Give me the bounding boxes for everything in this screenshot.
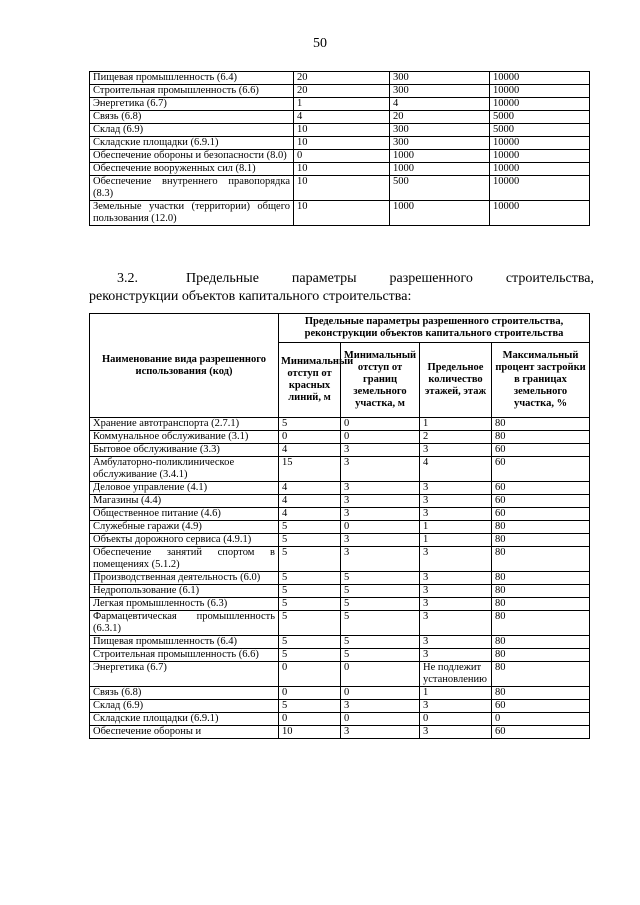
row-value-cell: 5 [279,598,341,611]
row-value-cell: 5000 [490,111,590,124]
row-value-cell: 0 [294,150,390,163]
row-value-cell: 80 [492,611,590,636]
table-row [90,98,590,111]
table-row [90,72,590,85]
row-name-cell: Земельные участки (территории) общего пользования (12.0) [90,201,294,226]
table-row [90,700,590,713]
table-row [90,176,590,201]
row-name-cell: Склад (6.9) [90,124,294,137]
row-value-cell: 3 [341,444,420,457]
row-value-cell: 5 [279,636,341,649]
table-row [90,534,590,547]
row-value-cell: 3 [420,700,492,713]
header-group: Предельные параметры разрешенного строительства, реконструкции объектов капитального строительства [279,314,590,343]
row-value-cell: 80 [492,534,590,547]
row-value-cell: 3 [420,585,492,598]
row-name-cell: Пищевая промышленность (6.4) [90,72,294,85]
row-name-cell: Фармацевтическая промышленность (6.3.1) [90,611,279,636]
row-value-cell: 0 [492,713,590,726]
row-value-cell: 5000 [490,124,590,137]
table-row [90,687,590,700]
row-value-cell: 0 [279,687,341,700]
row-name-cell: Обеспечение внутреннего правопорядка (8.3) [90,176,294,201]
parameters-table-body [90,418,590,739]
row-name-cell: Обеспечение занятий спортом в помещениях (5.1.2) [90,547,279,572]
row-name-cell: Энергетика (6.7) [90,98,294,111]
row-value-cell: 300 [390,85,490,98]
table-row [90,598,590,611]
row-value-cell: 5 [279,521,341,534]
row-value-cell: 10000 [490,72,590,85]
row-value-cell: 20 [294,72,390,85]
row-value-cell: 0 [341,713,420,726]
row-value-cell: 3 [341,534,420,547]
row-value-cell: 3 [341,700,420,713]
row-value-cell: 80 [492,662,590,687]
table-row [90,431,590,444]
table-row [90,418,590,431]
row-value-cell: 0 [341,431,420,444]
row-value-cell: 5 [341,636,420,649]
row-name-cell: Обеспечение обороны и [90,726,279,739]
table-row [90,124,590,137]
table-row [90,572,590,585]
section-number: 3.2. [117,271,138,286]
row-value-cell: 5 [341,611,420,636]
table-row [90,611,590,636]
row-value-cell: 15 [279,457,341,482]
row-value-cell: 5 [279,700,341,713]
row-value-cell: 1 [420,534,492,547]
row-value-cell: 5 [279,547,341,572]
row-name-cell: Складские площадки (6.9.1) [90,137,294,150]
row-value-cell: 0 [341,418,420,431]
row-value-cell: 20 [294,85,390,98]
row-value-cell: 3 [420,636,492,649]
row-value-cell: 3 [420,508,492,521]
row-value-cell: 80 [492,687,590,700]
row-value-cell: 80 [492,585,590,598]
row-name-cell: Бытовое обслуживание (3.3) [90,444,279,457]
row-value-cell: 60 [492,495,590,508]
row-value-cell: 4 [420,457,492,482]
row-name-cell: Энергетика (6.7) [90,662,279,687]
row-value-cell: 60 [492,444,590,457]
row-value-cell: 1 [294,98,390,111]
parameters-table-head [90,314,590,418]
header-name: Наименование вида разрешенного использования (код) [90,314,279,418]
row-name-cell: Коммунальное обслуживание (3.1) [90,431,279,444]
row-value-cell: 1000 [390,201,490,226]
row-name-cell: Деловое управление (4.1) [90,482,279,495]
row-value-cell: 10000 [490,98,590,111]
row-value-cell: 5 [279,572,341,585]
parameters-table [89,313,590,739]
row-value-cell: 5 [341,572,420,585]
section-word: строительства, [505,271,594,286]
row-value-cell: 80 [492,636,590,649]
row-name-cell: Обеспечение обороны и безопасности (8.0) [90,150,294,163]
row-value-cell: 10000 [490,137,590,150]
row-name-cell: Служебные гаражи (4.9) [90,521,279,534]
table-row [90,495,590,508]
header-col: Максимальный процент застройки в границах земельного участка, % [492,343,590,418]
row-name-cell: Строительная промышленность (6.6) [90,649,279,662]
table-row [90,726,590,739]
row-value-cell: 4 [279,444,341,457]
section-word: Предельные [185,271,259,286]
section-word: разрешенного [389,271,473,286]
row-name-cell: Хранение автотранспорта (2.7.1) [90,418,279,431]
row-value-cell: 3 [420,649,492,662]
row-name-cell: Складские площадки (6.9.1) [90,713,279,726]
row-value-cell: 4 [279,508,341,521]
header-col: Минимальный отступ от границ земельного участка, м [341,343,420,418]
table-row [90,163,590,176]
row-name-cell: Легкая промышленность (6.3) [90,598,279,611]
row-value-cell: 1000 [390,163,490,176]
row-name-cell: Недропользование (6.1) [90,585,279,598]
row-name-cell: Склад (6.9) [90,700,279,713]
row-value-cell: 0 [420,713,492,726]
row-value-cell: 5 [279,649,341,662]
row-value-cell: 0 [341,521,420,534]
table-row [90,444,590,457]
row-value-cell: 80 [492,598,590,611]
row-name-cell: Магазины (4.4) [90,495,279,508]
row-value-cell: 3 [341,495,420,508]
row-value-cell: 3 [420,495,492,508]
row-value-cell: 3 [341,726,420,739]
table-row [90,662,590,687]
row-value-cell: 500 [390,176,490,201]
row-value-cell: 10 [294,176,390,201]
row-value-cell: 3 [341,457,420,482]
row-name-cell: Строительная промышленность (6.6) [90,85,294,98]
table-row [90,547,590,572]
table-row [90,457,590,482]
row-value-cell: 0 [279,713,341,726]
row-value-cell: 80 [492,521,590,534]
row-value-cell: 5 [341,598,420,611]
row-value-cell: 3 [420,482,492,495]
section-word: параметры [291,271,357,286]
row-value-cell: 0 [341,687,420,700]
row-value-cell: 1 [420,687,492,700]
row-value-cell: 3 [341,508,420,521]
row-name-cell: Объекты дорожного сервиса (4.9.1) [90,534,279,547]
distance-table-body [90,72,590,226]
row-value-cell: 3 [341,482,420,495]
row-value-cell: 10 [279,726,341,739]
header-col: Минимальный отступ от красных линий, м [279,343,341,418]
table-row [90,201,590,226]
row-value-cell: 60 [492,726,590,739]
table-row [90,111,590,124]
table-row [90,649,590,662]
row-value-cell: 10 [294,137,390,150]
row-value-cell: 3 [420,598,492,611]
row-value-cell: 300 [390,72,490,85]
row-value-cell: 4 [279,495,341,508]
table-row [90,521,590,534]
row-value-cell: 5 [279,418,341,431]
row-value-cell: 2 [420,431,492,444]
row-value-cell: 1 [420,418,492,431]
row-value-cell: 20 [390,111,490,124]
table-row [90,150,590,163]
row-value-cell: 5 [279,534,341,547]
table-row [90,713,590,726]
row-value-cell: 300 [390,124,490,137]
section-heading-line1 [89,270,594,288]
row-value-cell: Не подлежит установлению [420,662,492,687]
row-value-cell: 0 [279,431,341,444]
row-value-cell: 3 [420,726,492,739]
section-heading [89,270,594,306]
row-name-cell: Обеспечение вооруженных сил (8.1) [90,163,294,176]
row-value-cell: 60 [492,457,590,482]
row-value-cell: 5 [279,611,341,636]
row-value-cell: 4 [279,482,341,495]
header-row [90,314,590,343]
row-value-cell: 1000 [390,150,490,163]
row-value-cell: 10 [294,163,390,176]
row-value-cell: 5 [341,585,420,598]
row-value-cell: 10000 [490,150,590,163]
table-row [90,137,590,150]
row-value-cell: 10000 [490,201,590,226]
row-value-cell: 60 [492,700,590,713]
table-row [90,508,590,521]
table-row [90,585,590,598]
row-value-cell: 1 [420,521,492,534]
row-value-cell: 0 [341,662,420,687]
row-value-cell: 10000 [490,163,590,176]
row-value-cell: 0 [279,662,341,687]
row-value-cell: 4 [390,98,490,111]
row-value-cell: 80 [492,418,590,431]
row-value-cell: 3 [420,547,492,572]
section-heading-line2: реконструкции объектов капитального строительства: [89,289,412,304]
table-row [90,482,590,495]
row-name-cell: Амбулаторно-поликлиническое обслуживание (3.4.1) [90,457,279,482]
table-row [90,85,590,98]
row-name-cell: Общественное питание (4.6) [90,508,279,521]
row-value-cell: 5 [279,585,341,598]
row-value-cell: 3 [420,611,492,636]
row-value-cell: 10 [294,201,390,226]
header-col: Предельное количество этажей, этаж [420,343,492,418]
row-value-cell: 60 [492,482,590,495]
row-value-cell: 80 [492,572,590,585]
row-value-cell: 10 [294,124,390,137]
row-name-cell: Связь (6.8) [90,111,294,124]
row-value-cell: 300 [390,137,490,150]
row-value-cell: 10000 [490,176,590,201]
row-name-cell: Связь (6.8) [90,687,279,700]
distance-table [89,71,590,226]
row-value-cell: 3 [420,444,492,457]
page-number: 50 [313,36,327,51]
row-name-cell: Производственная деятельность (6.0) [90,572,279,585]
row-name-cell: Пищевая промышленность (6.4) [90,636,279,649]
row-value-cell: 3 [420,572,492,585]
row-value-cell: 80 [492,431,590,444]
row-value-cell: 80 [492,649,590,662]
row-value-cell: 80 [492,547,590,572]
row-value-cell: 10000 [490,85,590,98]
table-row [90,636,590,649]
row-value-cell: 4 [294,111,390,124]
row-value-cell: 3 [341,547,420,572]
row-value-cell: 60 [492,508,590,521]
row-value-cell: 5 [341,649,420,662]
